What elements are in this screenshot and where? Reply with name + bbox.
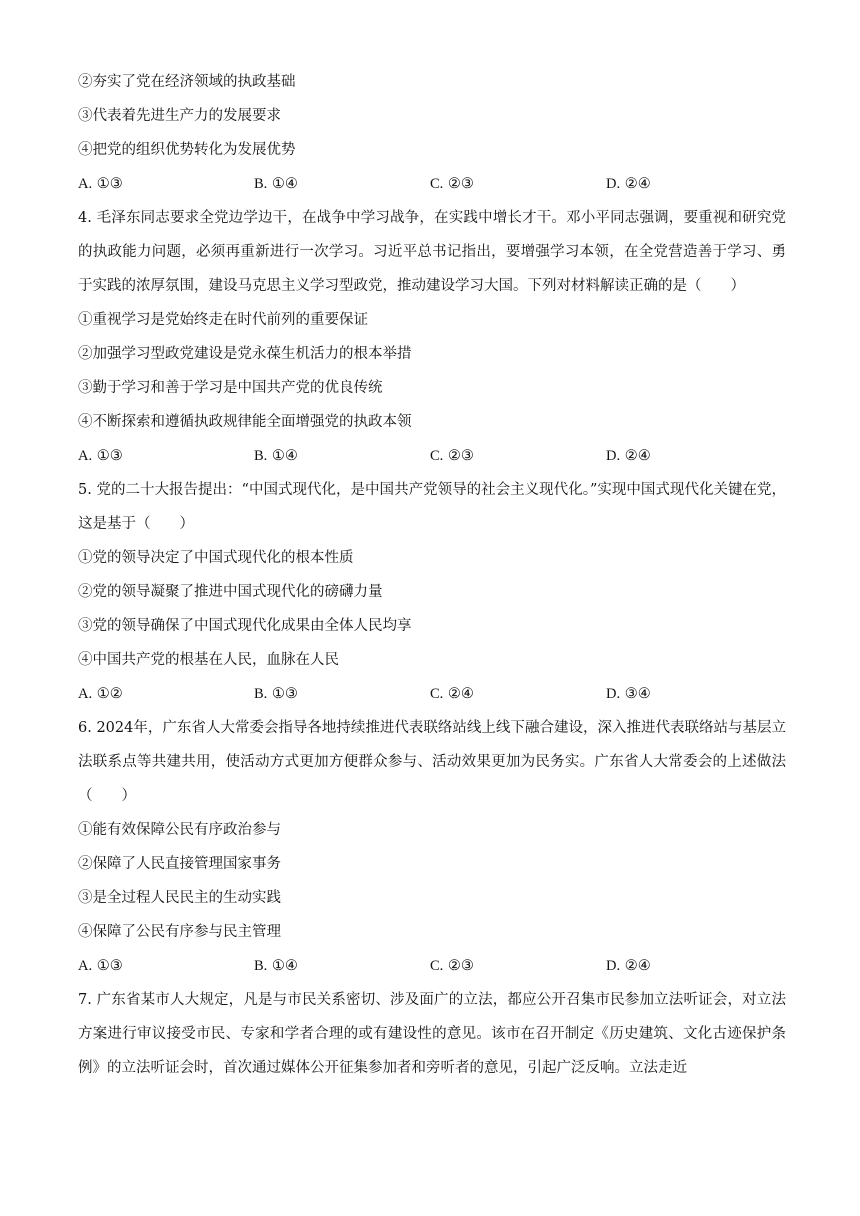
q5-option-d[interactable]: D. ③④ xyxy=(606,686,651,702)
q6-item-3: ③是全过程人民民主的生动实践 xyxy=(78,890,281,906)
q5-option-a[interactable]: A. ①② xyxy=(78,686,123,702)
q6-item-2: ②保障了人民直接管理国家事务 xyxy=(78,856,281,872)
q6-options xyxy=(78,955,786,977)
q5-item-2: ②党的领导凝聚了推进中国式现代化的磅礴力量 xyxy=(78,584,383,600)
q4-option-c[interactable]: C. ②③ xyxy=(430,448,474,464)
q5-item-1: ①党的领导决定了中国式现代化的根本性质 xyxy=(78,550,354,566)
q4-option-b[interactable]: B. ①④ xyxy=(254,448,298,464)
q4-option-a[interactable]: A. ①③ xyxy=(78,448,123,464)
q5-option-b[interactable]: B. ①③ xyxy=(254,686,298,702)
q7-stem: 7. 广东省某市人大规定，凡是与市民关系密切、涉及面广的立法，都应公开召集市民参加立法听证会，对立法方案进行审议接受市民、专家和学者合理的或有建设性的意见。该市在召开制定《历史建筑、文化古迹保护条例》的立法听证会时，首次通过媒体公开征集参加者和旁听者的意见，引起广泛反响。立法走近 xyxy=(78,992,786,1076)
q6-item-1: ①能有效保障公民有序政治参与 xyxy=(78,822,281,838)
q5-item-3: ③党的领导确保了中国式现代化成果由全体人民均享 xyxy=(78,618,412,634)
q5-options xyxy=(78,683,786,705)
q3-options xyxy=(78,173,786,195)
q3-option-a[interactable]: A. ①③ xyxy=(78,176,123,192)
q3-item-2: ②夯实了党在经济领域的执政基础 xyxy=(78,74,296,90)
q5-stem: 5. 党的二十大报告提出：“中国式现代化，是中国共产党领导的社会主义现代化。”实现中国式现代化关键在党，这是基于（ ） xyxy=(78,482,786,532)
q4-item-4: ④不断探索和遵循执政规律能全面增强党的执政本领 xyxy=(78,414,412,430)
q4-item-1: ①重视学习是党始终走在时代前列的重要保证 xyxy=(78,312,368,328)
q6-option-b[interactable]: B. ①④ xyxy=(254,958,298,974)
exam-page xyxy=(78,71,786,1091)
q6-option-c[interactable]: C. ②③ xyxy=(430,958,474,974)
q3-item-4: ④把党的组织优势转化为发展优势 xyxy=(78,142,296,158)
q4-option-d[interactable]: D. ②④ xyxy=(606,448,651,464)
q3-option-b[interactable]: B. ①④ xyxy=(254,176,298,192)
q3-option-c[interactable]: C. ②③ xyxy=(430,176,474,192)
q5-option-c[interactable]: C. ②④ xyxy=(430,686,474,702)
q5-item-4: ④中国共产党的根基在人民，血脉在人民 xyxy=(78,652,339,668)
q6-option-d[interactable]: D. ②④ xyxy=(606,958,651,974)
q3-option-d[interactable]: D. ②④ xyxy=(606,176,651,192)
q3-item-3: ③代表着先进生产力的发展要求 xyxy=(78,108,281,124)
q6-option-a[interactable]: A. ①③ xyxy=(78,958,123,974)
q4-item-2: ②加强学习型政党建设是党永葆生机活力的根本举措 xyxy=(78,346,412,362)
q4-item-3: ③勤于学习和善于学习是中国共产党的优良传统 xyxy=(78,380,383,396)
q6-stem: 6. 2024年，广东省人大常委会指导各地持续推进代表联络站线上线下融合建设，深入推进代表联络站与基层立法联系点等共建共用，使活动方式更加方便群众参与、活动效果更加为民务实。广东省人大常委会的上述做法（ ） xyxy=(78,720,786,804)
q4-options xyxy=(78,445,786,467)
q6-item-4: ④保障了公民有序参与民主管理 xyxy=(78,924,281,940)
q4-stem: 4. 毛泽东同志要求全党边学边干，在战争中学习战争，在实践中增长才干。邓小平同志强调，要重视和研究党的执政能力问题，必须再重新进行一次学习。习近平总书记指出，要增强学习本领，在全党营造善于学习、勇于实践的浓厚氛围，建设马克思主义学习型政党，推动建设学习大国。下列对材料解读正确的是（ ） xyxy=(78,210,786,294)
